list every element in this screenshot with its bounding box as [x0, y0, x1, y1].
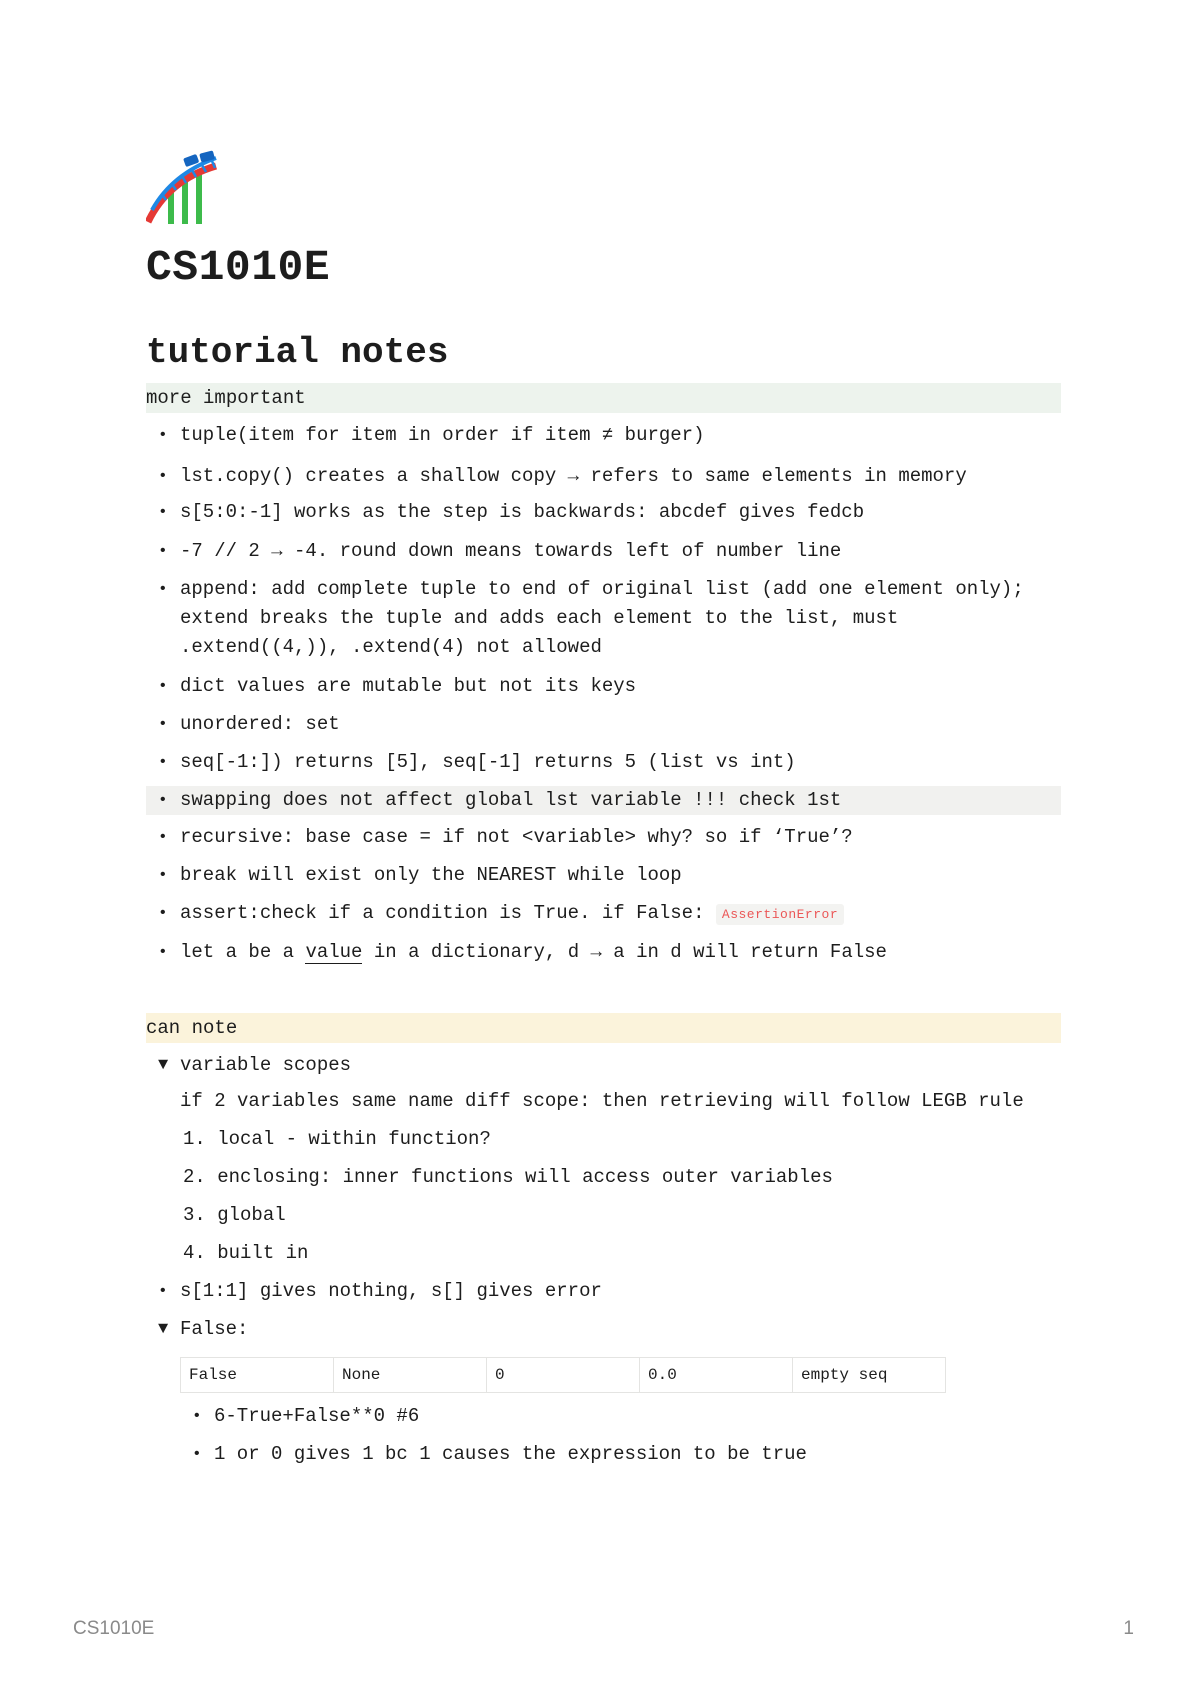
toggle-title: variable scopes	[180, 1053, 352, 1076]
list-item: • append: add complete tuple to end of original list (add one element only); extend breaks the tuple and adds each element to the list, must .extend((4,)), .extend(4) not allowed	[146, 575, 1061, 662]
toggle-down-icon[interactable]: ▼	[158, 1055, 169, 1075]
false-notes-list	[180, 1402, 1061, 1469]
list-item: • dict values are mutable but not its keys	[146, 672, 1061, 701]
list-item: • 1 or 0 gives 1 bc 1 causes the expression to be true	[180, 1440, 1061, 1469]
table-cell: 0	[487, 1357, 640, 1392]
can-note-list	[146, 1277, 1061, 1306]
table-cell: empty seq	[793, 1357, 946, 1392]
important-list	[146, 421, 1061, 967]
list-item: • tuple(item for item in order if item ≠ burger)	[146, 421, 1061, 450]
page-number: 1	[1123, 1618, 1134, 1639]
table-cell: False	[181, 1357, 334, 1392]
list-item-assert	[146, 899, 1061, 929]
roller-coaster-icon	[146, 150, 220, 224]
toggle-down-icon[interactable]: ▼	[158, 1319, 169, 1339]
toggle-false[interactable]	[146, 1315, 1061, 1344]
spacer	[146, 967, 1061, 1013]
callout-more-important: more important	[146, 383, 1061, 413]
false-values-table	[180, 1357, 946, 1393]
list-item: • -7 // 2 → -4. round down means towards left of number line	[146, 537, 1061, 566]
list-item: • seq[-1:]) returns [5], seq[-1] returns 5 (list vs int)	[146, 748, 1061, 777]
callout-can-note: can note	[146, 1013, 1061, 1043]
list-item: • s[5:0:-1] works as the step is backwards: abcdef gives fedcb	[146, 498, 1061, 527]
section-heading: tutorial notes	[146, 332, 449, 374]
footer-title: CS1010E	[73, 1618, 155, 1639]
toggle-body	[146, 1357, 1061, 1469]
scopes-intro: if 2 variables same name diff scope: then retrieving will follow LEGB rule	[180, 1089, 1024, 1112]
list-item: • unordered: set	[146, 710, 1061, 739]
table-cell: 0.0	[640, 1357, 793, 1392]
list-item: • break will exist only the NEAREST while loop	[146, 861, 1061, 890]
table-cell: None	[334, 1357, 487, 1392]
toggle-title: False:	[180, 1317, 249, 1340]
numbered-item: 2. enclosing: inner functions will access outer variables	[183, 1165, 833, 1188]
assert-text: assert:check if a condition is True. if False:	[180, 901, 705, 924]
list-item-dict	[146, 938, 1061, 967]
numbered-item: 4. built in	[183, 1241, 309, 1264]
list-item-highlighted: • swapping does not affect global lst variable !!! check 1st	[146, 786, 1061, 815]
underlined-word: value	[305, 940, 363, 963]
numbered-item: 3. global	[183, 1203, 286, 1226]
list-item: • s[1:1] gives nothing, s[] gives error	[146, 1277, 1061, 1306]
table-row	[181, 1357, 946, 1392]
inline-code: AssertionError	[716, 904, 844, 925]
scopes-list	[180, 1125, 1061, 1268]
list-item: • recursive: base case = if not <variable> why? so if ‘True’?	[146, 823, 1061, 852]
dict-text-pre: let a be a	[180, 940, 295, 963]
page-title: CS1010E	[146, 243, 331, 292]
toggle-body	[146, 1087, 1061, 1268]
page-content	[146, 150, 1061, 1469]
toggle-variable-scopes[interactable]	[146, 1051, 1061, 1080]
numbered-item: 1. local - within function?	[183, 1127, 491, 1150]
list-item: • lst.copy() creates a shallow copy → refers to same elements in memory	[146, 462, 1061, 491]
list-item: • 6-True+False**0 #6	[180, 1402, 1061, 1431]
dict-text-post: in a dictionary, d → a in d will return False	[373, 940, 887, 963]
